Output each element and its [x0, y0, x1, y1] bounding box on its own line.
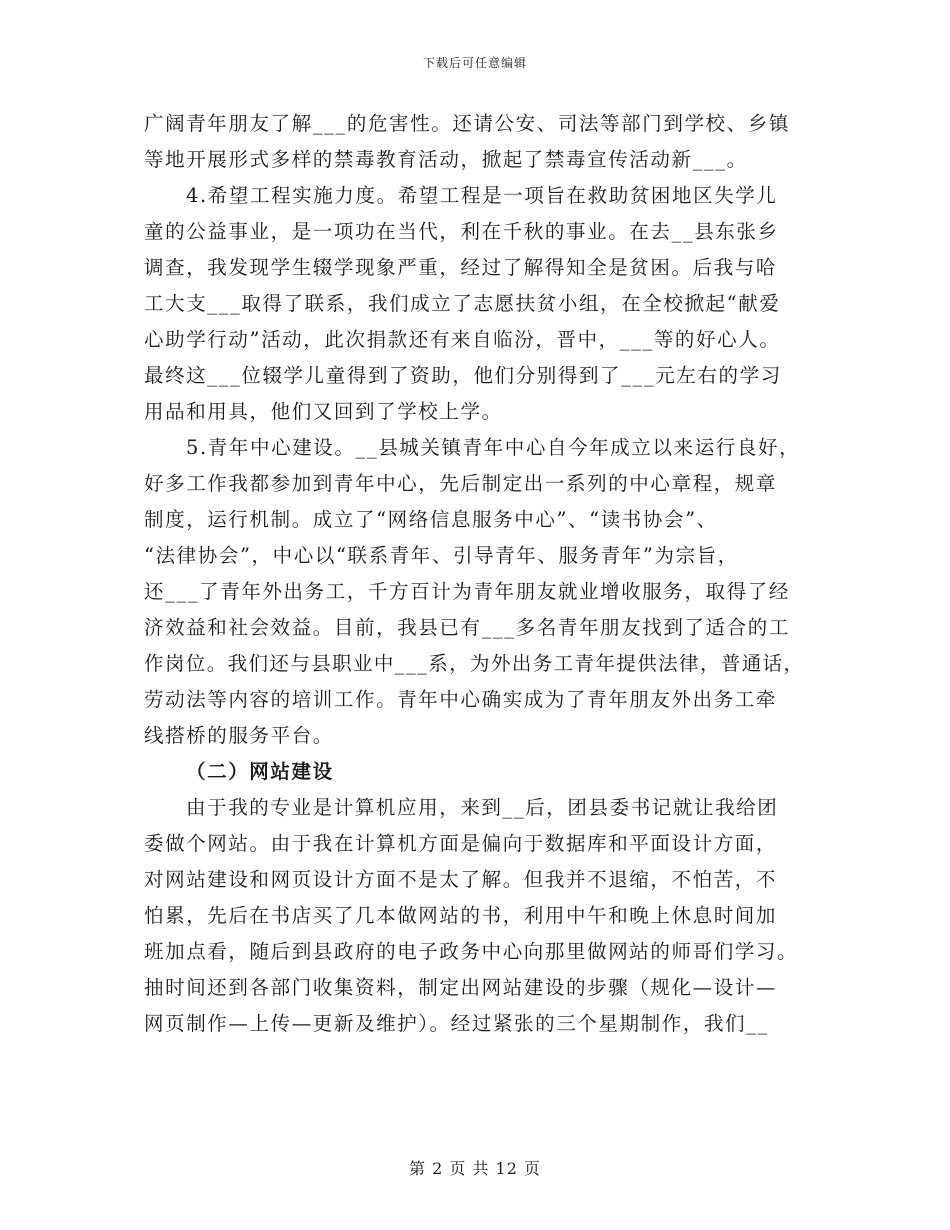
text-line: 童的公益事业，是一项功在当代，利在千秋的事业。在去__县东张乡 — [144, 220, 779, 243]
text-line: 网页制作—上传—更新及维护）。经过紧张的三个星期制作，我们__ — [144, 1012, 769, 1035]
paragraph-start-line: 由于我的专业是计算机应用，来到__后，团县委书记就让我给团 — [186, 796, 779, 819]
text-line: 等地开展形式多样的禁毒教育活动，掀起了禁毒宣传活动新___。 — [144, 148, 748, 171]
text-line: 最终这___位辍学儿童得到了资助，他们分别得到了___元左右的学习 — [144, 364, 782, 387]
document-body — [144, 106, 804, 1042]
text-line: 调查，我发现学生辍学现象严重，经过了解得知全是贫困。后我与哈 — [144, 256, 778, 279]
text-line: 制度，运行机制。成立了“网络信息服务中心”、“读书协会”、 — [144, 508, 718, 531]
paragraph-start-line: 5.青年中心建设。__县城关镇青年中心自今年成立以来运行良好， — [186, 436, 801, 459]
text-line: 劳动法等内容的培训工作。青年中心确实成为了青年朋友外出务工牵 — [144, 688, 778, 711]
paragraph-start-line: 4.希望工程实施力度。希望工程是一项旨在救助贫困地区失学儿 — [186, 184, 778, 207]
text-line: 作岗位。我们还与县职业中___系，为外出务工青年提供法律，普通话， — [144, 652, 805, 675]
text-line: 济效益和社会效益。目前，我县已有___多名青年朋友找到了适合的工 — [144, 616, 790, 639]
text-line: 广阔青年朋友了解___的危害性。还请公安、司法等部门到学校、乡镇 — [144, 112, 790, 135]
text-line: 用品和用具，他们又回到了学校上学。 — [144, 400, 503, 423]
text-line: 好多工作我都参加到青年中心，先后制定出一系列的中心章程，规章 — [144, 472, 778, 495]
text-line: 抽时间还到各部门收集资料，制定出网站建设的步骤（规化—设计— — [144, 976, 778, 999]
text-line: 还___了青年外出务工，千方百计为青年朋友就业增收服务，取得了经 — [144, 580, 790, 603]
text-line: 怕累，先后在书店买了几本做网站的书，利用中午和晚上休息时间加 — [144, 904, 778, 927]
text-line: “法律协会”，中心以“联系青年、引导青年、服务青年”为宗旨， — [144, 544, 739, 567]
text-line: 班加点看，随后到县政府的电子政务中心向那里做网站的师哥们学习。 — [144, 940, 799, 963]
text-line: 委做个网站。由于我在计算机方面是偏向于数据库和平面设计方面， — [144, 832, 778, 855]
text-line: 线搭桥的服务平台。 — [144, 724, 334, 747]
page-footer: 第 2 页 共 12 页 — [409, 1159, 541, 1178]
text-line: 工大支___取得了联系，我们成立了志愿扶贫小组，在全校掀起“献爱 — [144, 292, 781, 315]
section-heading: （二）网站建设 — [186, 760, 334, 783]
text-line: 对网站建设和网页设计方面不是太了解。但我并不退缩，不怕苦，不 — [144, 868, 778, 891]
page-header: 下载后可任意编辑 — [422, 56, 527, 70]
text-line: 心助学行动”活动，此次捐款还有来自临汾，晋中，___等的好心人。 — [144, 328, 781, 351]
